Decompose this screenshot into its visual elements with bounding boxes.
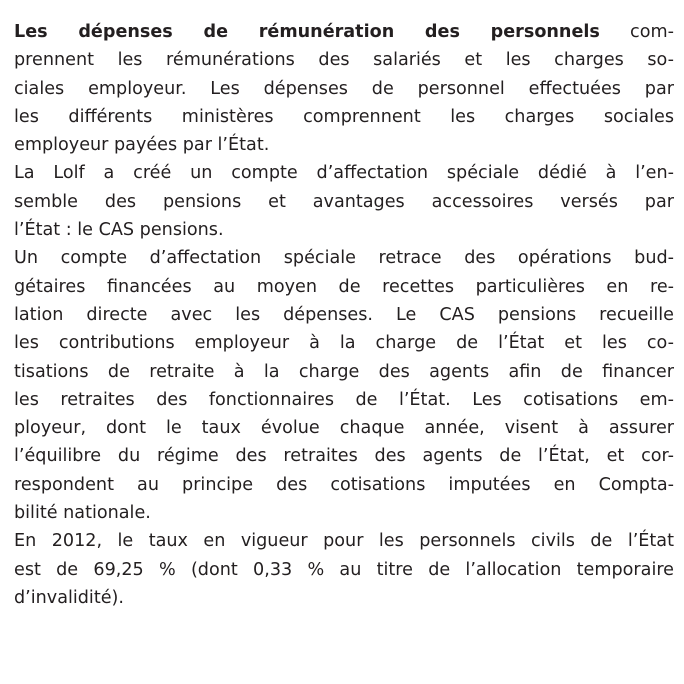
text-line: les différents ministères comprennent les charges sociales [14,106,674,127]
text-line: semble des pensions et avantages accessoires versés par [14,191,674,212]
bold-term: Les dépenses de rémunération des personnels [14,22,600,42]
text-line: les contributions employeur à la charge de l’État et les co- [14,333,674,354]
paragraph-taux-2012 [14,527,674,612]
text-line: l’équilibre du régime des retraites des agents de l’État, et cor- [14,446,674,467]
text-line [14,18,674,46]
text-line: d’invalidité). [14,587,125,608]
text-line: les retraites des fonctionnaires de l’État. Les cotisations em- [14,389,674,410]
text-line: employeur payées par l’État. [14,135,270,156]
text-line: La Lolf a créé un compte d’affectation spéciale dédié à l’en- [14,163,674,184]
text-line: En 2012, le taux en vigueur pour les personnels civils de l’État [14,531,674,552]
document-body [14,18,674,612]
text-line: ployeur, dont le taux évolue chaque année, visent à assurer [14,418,674,439]
text-line: respondent au principe des cotisations imputées en Compta- [14,474,674,495]
text-line: est de 69,25 % (dont 0,33 % au titre de l’allocation temporaire [14,559,674,580]
text-line: bilité nationale. [14,503,151,524]
text-line: ciales employeur. Les dépenses de personnel effectuées par [14,78,674,99]
text-line: l’État : le CAS pensions. [14,220,224,241]
text-line: gétaires financées au moyen de recettes particulières en re- [14,276,674,297]
text-line: prennent les rémunérations des salariés et les charges so- [14,50,674,71]
line-text: com- [599,22,674,42]
text-line: Un compte d’affectation spéciale retrace des opérations bud- [14,248,674,269]
paragraph-remuneration [14,18,674,159]
paragraph-lolf [14,159,674,244]
paragraph-cas-pensions [14,244,674,527]
text-line: lation directe avec les dépenses. Le CAS pensions recueille [14,304,674,325]
text-line: tisations de retraite à la charge des agents afin de financer [14,361,674,382]
